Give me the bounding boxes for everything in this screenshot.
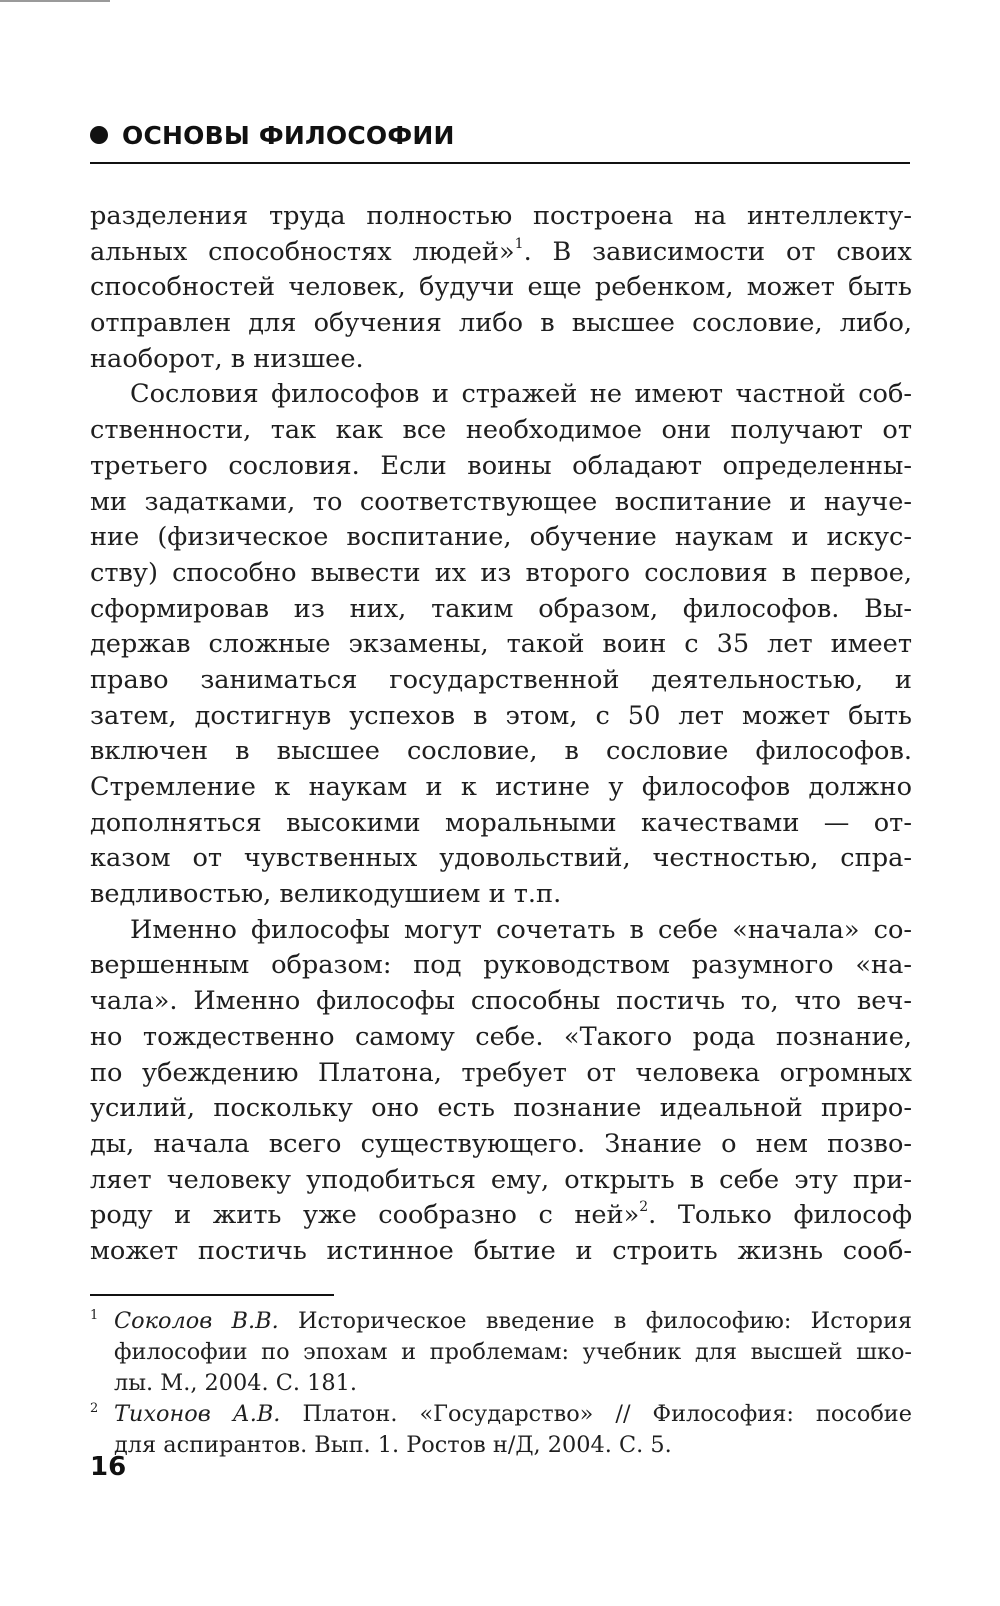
footnote-author: Соколов В.В. — [114, 1308, 279, 1334]
footnote-author: Тихонов А.В. — [114, 1401, 281, 1427]
text-line: ляет человеку уподобиться ему, открыть в себе эту при- — [90, 1164, 912, 1195]
running-header — [90, 118, 455, 152]
text-line: третьего сословия. Если воины обладают определенны- — [90, 450, 912, 481]
text-line: отправлен для обучения либо в высшее сословие, либо, — [90, 308, 912, 339]
footnotes — [90, 1306, 912, 1461]
footnote-line: лы. М., 2004. С. 181. — [114, 1370, 357, 1396]
text-line: держав сложные экзамены, такой воин с 35 лет имеет — [90, 629, 912, 660]
text-line: Сословия философов и стражей не имеют частной соб- — [130, 379, 912, 410]
text-line: Стремление к наукам и к истине у философов должно — [90, 772, 912, 802]
bullet-icon — [90, 126, 108, 144]
text-line: разделения труда полностью построена на интеллекту- — [90, 201, 912, 231]
text-fragment: . Только философ — [648, 1200, 912, 1231]
footnote — [90, 1399, 912, 1461]
text-line: способностей человек, будучи еще ребенком, может быть — [90, 272, 912, 303]
text-line — [90, 235, 912, 271]
text-line: дополняться высокими моральными качествами — от- — [90, 807, 912, 838]
text-line: включен в высшее сословие, в сословие философов. — [90, 736, 912, 767]
text-line: чала». Именно философы способны постичь то, что веч- — [90, 986, 912, 1017]
footnote-line: для аспирантов. Вып. 1. Ростов н/Д, 2004. С. 5. — [114, 1432, 672, 1458]
footnote-separator — [90, 1294, 334, 1296]
text-fragment: альных способностях людей» — [90, 236, 515, 267]
footnote — [90, 1306, 912, 1399]
text-line: ственности, так как все необходимое они получают от — [90, 415, 912, 446]
text-line: право заниматься государственной деятельностью, и — [90, 664, 912, 695]
text-line: ству) способно вывести их из второго сословия в первое, — [90, 557, 912, 588]
footnote-text: Историческое введение в философию: История — [298, 1308, 912, 1334]
footnote-line: философии по эпохам и проблемам: учебник для высшей шко- — [114, 1339, 912, 1365]
text-line: сформировав из них, таким образом, философов. Вы- — [90, 593, 912, 624]
text-line: Именно философы могут сочетать в себе «начала» со- — [130, 914, 912, 945]
text-line: затем, достигнув успехов в этом, с 50 лет может быть — [90, 700, 912, 731]
text-fragment: . В зависимости от своих — [523, 236, 912, 267]
running-header-title: ОСНОВЫ ФИЛОСОФИИ — [122, 120, 455, 150]
text-line: наоборот, в низшее. — [90, 343, 364, 374]
text-line: по убеждению Платона, требует от человека огромных — [90, 1057, 912, 1088]
footnote-line: 2 Тихонов А.В. Платон. «Государство» // Философия: пособие — [90, 1401, 912, 1427]
body-text — [90, 199, 912, 1270]
text-line: может постичь истинное бытие и строить жизнь сооб- — [90, 1235, 912, 1266]
text-line: вершенным образом: под руководством разумного «на- — [90, 950, 912, 981]
text-fragment: роду и жить уже сообразно с ней» — [90, 1200, 640, 1231]
text-line: казом от чувственных удовольствий, честностью, спра- — [90, 843, 912, 874]
footnote-line: 1 Соколов В.В. Историческое введение в философию: История — [90, 1308, 912, 1334]
text-line — [90, 1198, 912, 1234]
top-edge-rule — [0, 0, 110, 2]
footnote-reference[interactable]: 1 — [514, 235, 524, 252]
text-line: но тождественно самому себе. «Такого рода познание, — [90, 1021, 912, 1052]
footnote-text: Платон. «Государство» // Философия: пособие — [302, 1401, 912, 1427]
text-line: усилий, поскольку оно есть познание идеальной приро- — [90, 1093, 912, 1124]
text-line: ми задатками, то соответствующее воспитание и науче- — [90, 486, 912, 517]
text-line: ведливостью, великодушием и т.п. — [90, 879, 562, 910]
footnote-reference[interactable]: 2 — [639, 1199, 649, 1216]
header-rule — [90, 162, 910, 164]
text-line: ды, начала всего существующего. Знание о нем позво- — [90, 1128, 912, 1159]
text-line: ние (физическое воспитание, обучение наукам и искус- — [90, 522, 912, 553]
page-number: 16 — [90, 1452, 127, 1482]
